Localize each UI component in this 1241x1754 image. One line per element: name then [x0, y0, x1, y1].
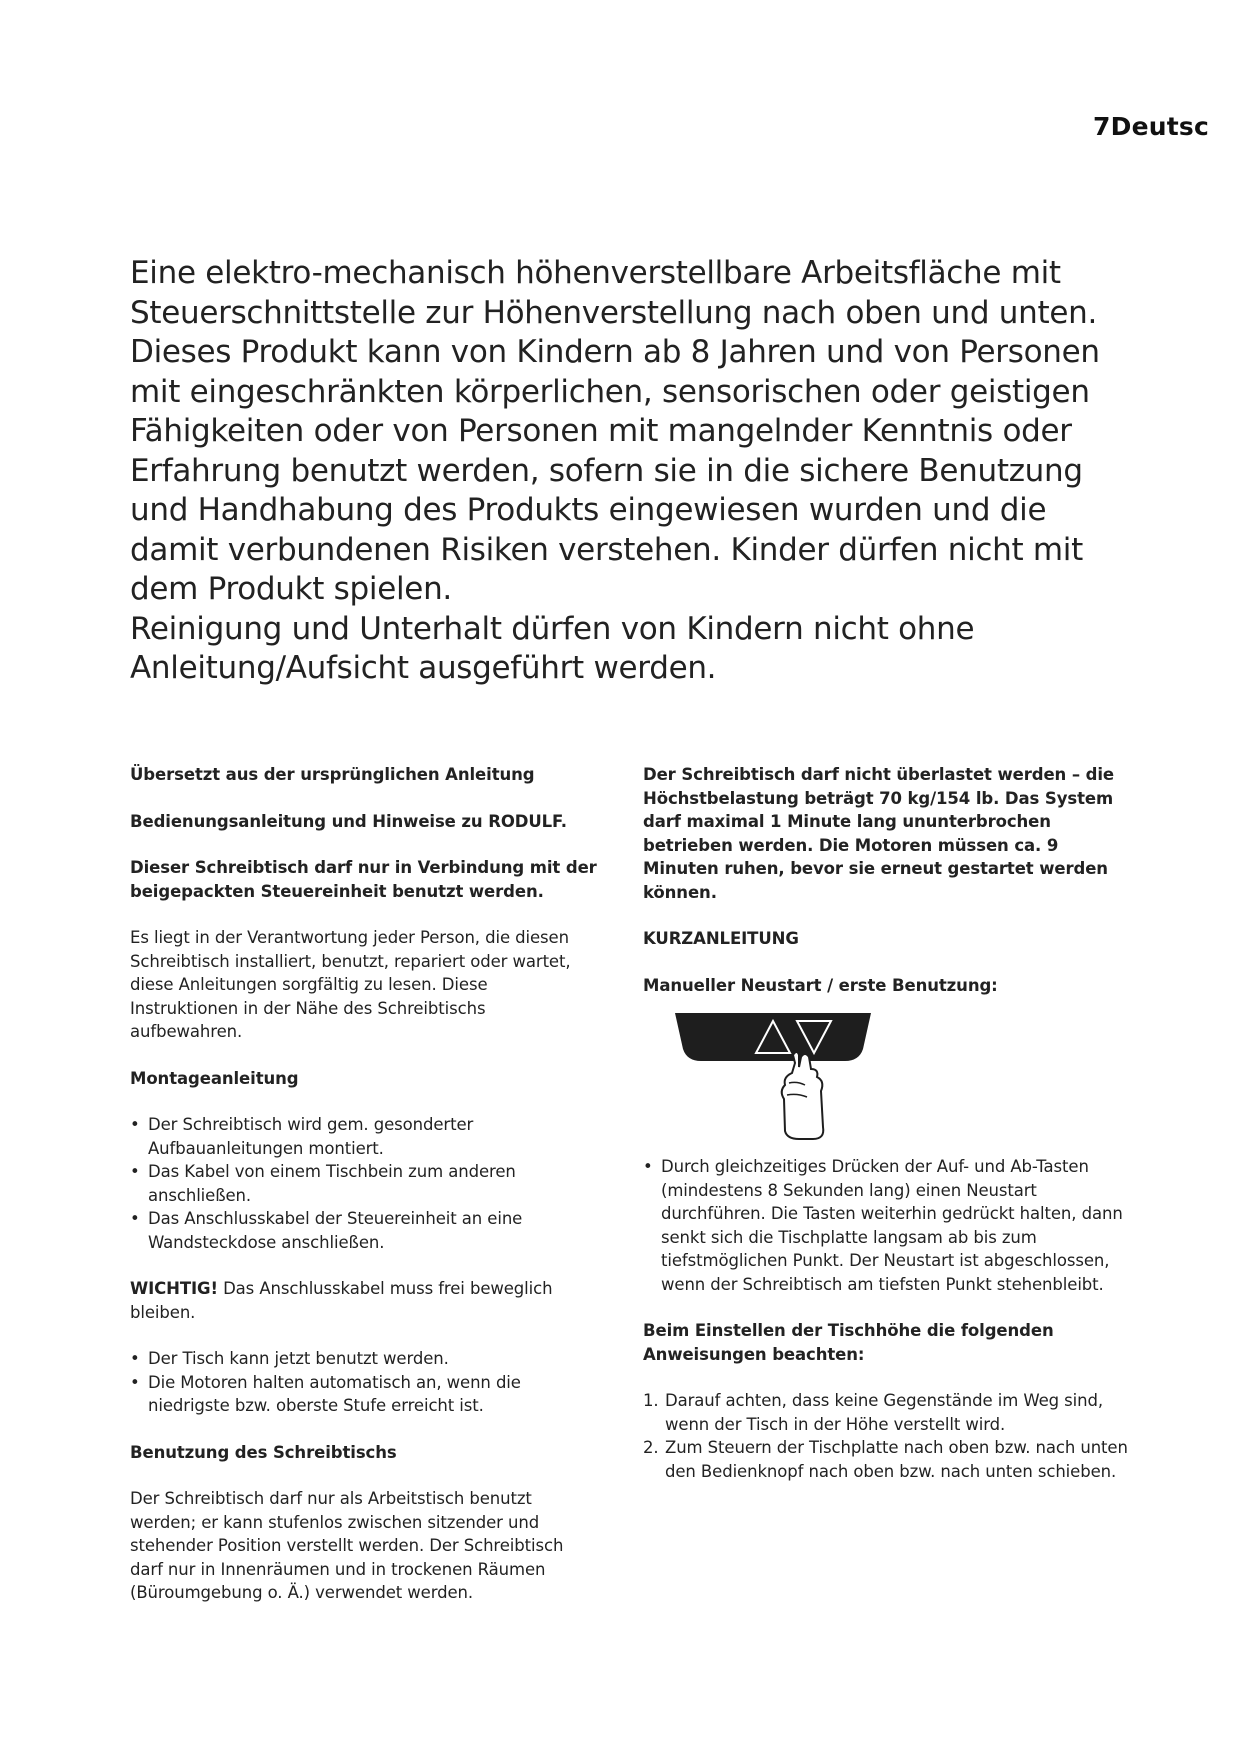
list-item: [643, 1389, 1133, 1436]
intro-paragraph-product: Eine elektro-mechanisch höhenverstellbare Arbeitsfläche mit Steuerschnittstelle zur Höhenverstellung nach oben und unten.: [130, 255, 1098, 331]
height-heading: Beim Einstellen der Tischhöhe die folgenden Anweisungen beachten:: [643, 1321, 1054, 1364]
list-item: • Die Motoren halten automatisch an, wenn die niedrigste bzw. oberste Stufe erreicht ist.: [130, 1371, 600, 1418]
list-item: • Der Tisch kann jetzt benutzt werden.: [130, 1347, 600, 1371]
list-text: Zum Steuern der Tischplatte nach oben bzw. nach unten den Bedienknopf nach oben bzw. nach unten schieben.: [665, 1438, 1128, 1481]
assembly-heading: Montageanleitung: [130, 1068, 299, 1088]
intro-section: [130, 254, 1120, 689]
important-note: [130, 1277, 600, 1324]
list-item: [643, 1436, 1133, 1483]
list-number: 2.: [643, 1438, 659, 1457]
list-item: • Das Kabel von einem Tischbein zum anderen anschließen.: [130, 1160, 600, 1207]
responsibility-text: Es liegt in der Verantwortung jeder Person, die diesen Schreibtisch installiert, benutzt, repariert oder wartet, diese Anleitungen sorgfältig zu lesen. Diese Instruktionen in der Nähe des Schreibtischs aufbewahren.: [130, 928, 571, 1041]
control-unit-note: Dieser Schreibtisch darf nur in Verbindung mit der beigepackten Steuereinheit benutzt werden.: [130, 858, 597, 901]
list-item: • Der Schreibtisch wird gem. gesonderter Aufbauanleitungen montiert.: [130, 1113, 600, 1160]
usage-heading: Benutzung des Schreibtischs: [130, 1442, 397, 1462]
height-list: [643, 1389, 1133, 1483]
manual-title: Bedienungsanleitung und Hinweise zu RODULF.: [130, 811, 567, 831]
assembly-list: [130, 1113, 600, 1254]
list-item: • Das Anschlusskabel der Steuereinheit an eine Wandsteckdose anschließen.: [130, 1207, 600, 1254]
overload-warning: Der Schreibtisch darf nicht überlastet werden – die Höchstbelastung beträgt 70 kg/154 lb. Das System darf maximal 1 Minute lang ununterbrochen betrieben werden. Die Motoren müssen ca. 9 Minuten ruhen, bevor sie erneut gestartet werden können.: [643, 765, 1114, 902]
restart-heading: Manueller Neustart / erste Benutzung:: [643, 975, 998, 995]
right-column: [643, 763, 1133, 1506]
translated-note: Übersetzt aus der ursprünglichen Anleitung: [130, 765, 535, 784]
list-item: • Durch gleichzeitiges Drücken der Auf- und Ab-Tasten (mindestens 8 Sekunden lang) einen Neustart durchführen. Die Tasten weiterhin gedrückt halten, dann senkt sich die Tischplatte langsam ab bis zum tiefstmöglichen Punkt. Der Neustart ist abgeschlossen, wenn der Schreibtisch am tiefsten Punkt stehenbleibt.: [643, 1155, 1133, 1296]
list-number: 1.: [643, 1391, 659, 1410]
quick-guide-heading: KURZANLEITUNG: [643, 929, 799, 948]
important-text: Das Anschlusskabel muss frei beweglich bleiben.: [130, 1279, 553, 1322]
list-text: Darauf achten, dass keine Gegenstände im Weg sind, wenn der Tisch in der Höhe verstellt wird.: [665, 1391, 1104, 1434]
left-column: [130, 763, 600, 1628]
page-header-tag: 7Deutsc: [1093, 112, 1209, 141]
restart-list: [643, 1155, 1133, 1296]
control-panel-press-both-buttons-icon: [673, 1011, 873, 1143]
intro-paragraph-children-safety: Dieses Produkt kann von Kindern ab 8 Jahren und von Personen mit eingeschränkten körperlichen, sensorischen oder geistigen Fähigkeiten oder von Personen mit mangelnder Kenntnis oder Erfahrung benutzt werden, sofern sie in die sichere Benutzung und Handhabung des Produkts eingewiesen wurden und die damit verbundenen Risiken verstehen. Kinder dürfen nicht mit dem Produkt spielen.: [130, 334, 1100, 607]
usage-text: Der Schreibtisch darf nur als Arbeitstisch benutzt werden; er kann stufenlos zwischen sitzender und stehender Position verstellt werden. Der Schreibtisch darf nur in Innenräumen und in trockenen Räumen (Büroumgebung o. Ä.) verwendet werden.: [130, 1489, 564, 1602]
intro-paragraph-cleaning: Reinigung und Unterhalt dürfen von Kindern nicht ohne Anleitung/Aufsicht ausgeführt werden.: [130, 610, 975, 686]
ready-list: [130, 1347, 600, 1418]
important-label: WICHTIG!: [130, 1279, 218, 1298]
control-panel-illustration: [673, 1011, 873, 1143]
